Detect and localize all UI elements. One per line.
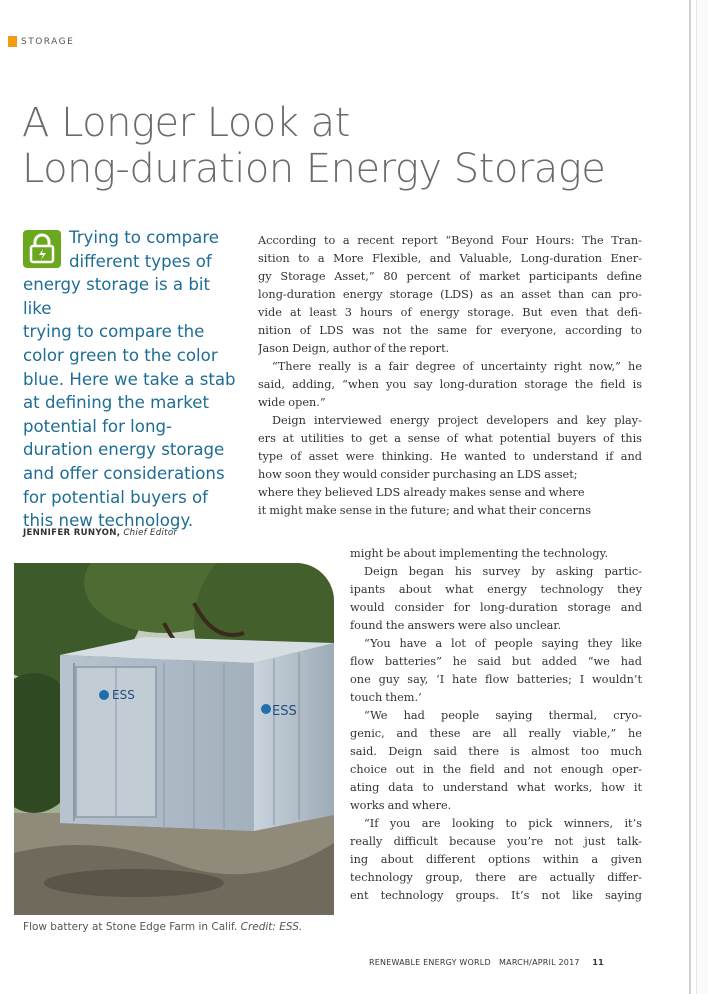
body-line: said, adding, “when you say long-duration storage the field is	[258, 378, 642, 391]
body-line: type of asset were thinking. He wanted to understand if and	[258, 450, 642, 463]
deck-line: potential for long-	[23, 416, 172, 436]
deck-line: blue. Here we take a stab	[23, 369, 236, 389]
photo-caption	[23, 921, 302, 933]
body-line: ent technology groups. It’s not like saying	[350, 889, 642, 902]
body-line: ing about different options within a given	[350, 853, 642, 866]
body-line: “We had people saying thermal, cryo-	[364, 709, 642, 722]
body-line: one guy say, ‘I hate flow batteries; I wouldn’t	[350, 673, 642, 686]
caption-text: Flow battery at Stone Edge Farm in Calif.	[23, 921, 238, 933]
body-line: “There really is a fair degree of uncertainty right now,” he	[272, 360, 642, 373]
footer-date: MARCH/APRIL 2017	[499, 958, 580, 967]
body-line: long-duration energy storage (LDS) as an asset than can pro-	[258, 288, 642, 301]
body-line: wide open.”	[258, 396, 326, 409]
body-line: nition of LDS was not the same for everyone, according to	[258, 324, 642, 337]
section-marker	[8, 36, 17, 47]
body-line: sition to a More Flexible, and Valuable, Long-duration Ener-	[258, 252, 642, 265]
body-line: it might make sense in the future; and what their concerns	[258, 504, 592, 517]
body-column-2	[350, 545, 642, 905]
body-line: Jason Deign, author of the report.	[258, 342, 450, 355]
footer-publication: RENEWABLE ENERGY WORLD	[369, 958, 491, 967]
article-title	[22, 100, 662, 192]
body-line: gy Storage Asset,” 80 percent of market participants define	[258, 270, 642, 283]
container-logo-side: ESS	[272, 704, 297, 719]
deck-line: for potential buyers of	[23, 487, 208, 507]
deck-line: Trying to compare	[69, 228, 220, 247]
page-edge	[696, 0, 708, 994]
body-line: ating data to understand what works, how it	[350, 781, 642, 794]
body-line: touch them.’	[350, 691, 422, 704]
body-line: Deign began his survey by asking partic-	[364, 565, 642, 578]
article-photo	[14, 563, 334, 915]
author-name: JENNIFER RUNYON,	[23, 528, 121, 538]
body-line: would consider for long-duration storage and	[350, 601, 642, 614]
deck-line: duration energy storage	[23, 440, 225, 460]
article-deck	[23, 226, 241, 533]
deck-line: color green to the color	[23, 345, 218, 365]
section-label: STORAGE	[21, 36, 75, 47]
body-line: “If you are looking to pick winners, it’s	[364, 817, 642, 830]
body-column-1	[258, 232, 642, 520]
title-line-2: Long-duration Energy Storage	[22, 146, 606, 192]
body-line: might be about implementing the technology.	[350, 547, 609, 560]
page-number: 11	[592, 958, 604, 967]
body-line: works and where.	[350, 799, 452, 812]
body-line: genic, and these are all really viable,” he	[350, 727, 642, 740]
body-line: how soon they would consider purchasing an LDS asset;	[258, 468, 578, 481]
body-line: said. Deign said there is almost too much	[350, 745, 642, 758]
container-logo-front: ESS	[112, 688, 135, 702]
deck-line: and offer considerations	[23, 463, 225, 483]
body-line: According to a recent report “Beyond Four Hours: The Tran-	[258, 234, 642, 247]
body-line: “You have a lot of people saying they like	[364, 637, 642, 650]
deck-line: at defining the market	[23, 393, 209, 413]
body-line: Deign interviewed energy project developers and key play-	[272, 414, 642, 427]
body-line: really difficult because you’re not just talk-	[350, 835, 642, 848]
page-gutter-line	[689, 0, 691, 994]
body-line: where they believed LDS already makes sense and where	[258, 486, 585, 499]
body-line: vide at least 3 hours of energy storage. But even that defi-	[258, 306, 642, 319]
byline	[23, 528, 177, 538]
title-line-1: A Longer Look at	[22, 100, 350, 146]
body-line: found the answers were also unclear.	[350, 619, 562, 632]
author-role: Chief Editor	[123, 528, 178, 538]
body-line: ipants about what energy technology they	[350, 583, 642, 596]
caption-credit: Credit: ESS.	[240, 921, 303, 933]
deck-line: energy storage is a bit like	[23, 275, 211, 318]
page-footer	[369, 958, 604, 967]
body-line: technology group, there are actually differ-	[350, 871, 642, 884]
deck-line: different types of	[69, 251, 212, 271]
deck-line: this new technology.	[23, 511, 194, 531]
section-tag	[8, 36, 74, 47]
body-line: flow batteries” he said but added “we had	[350, 655, 642, 668]
body-line: ers at utilities to get a sense of what potential buyers of this	[258, 432, 642, 445]
deck-line: trying to compare the	[23, 322, 205, 342]
body-line: choice out in the field and not enough oper-	[350, 763, 642, 776]
